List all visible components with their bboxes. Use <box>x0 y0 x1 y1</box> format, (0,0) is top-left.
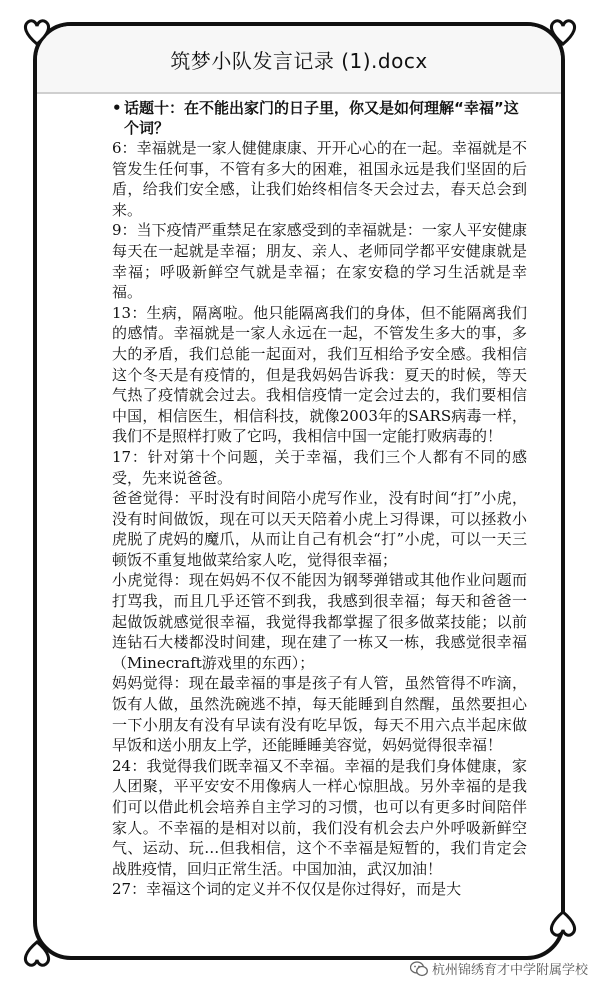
topic-text: 话题十：在不能出家门的日子里，你又是如何理解“幸福”这个词？ <box>124 99 519 137</box>
paragraph: 6：幸福就是一家人健健康康、开开心心的在一起。幸福就是不管发生任何事，不管有多大的困难，祖国永远是我们坚固的后盾，给我们安全感，让我们始终相信冬天会过去，春天总会到来。 <box>112 139 527 219</box>
title-bar <box>37 26 561 94</box>
paragraph: 27：幸福这个词的定义并不仅仅是你过得好，而是大 <box>112 880 462 899</box>
watermark <box>410 959 588 978</box>
paragraph: 24：我觉得我们既幸福又不幸福。幸福的是我们身体健康，家人团聚，平平安安不用像病人一样心惊胆战。另外幸福的是我们可以借此机会培养自主学习的习惯，也可以有更多时间陪伴家人。不幸福的是相对以前，我们没有机会去户外呼吸新鲜空气、运动、玩…但我相信，这个不幸福是短暂的，我们肯定会战胜疫情，回归正常生活。中国加油，武汉加油！ <box>112 756 527 878</box>
corner-heart-icon <box>20 14 54 48</box>
paragraph: 9：当下疫情严重禁足在家感受到的幸福就是：一家人平安健康每天在一起就是幸福；朋友、亲人、老师同学都平安健康就是幸福；呼吸新鲜空气就是幸福；在家安稳的学习生活就是幸福。 <box>112 221 527 302</box>
paragraph: 17：针对第十个问题，关于幸福，我们三个人都有不同的感受，先来说爸爸。 <box>112 447 527 487</box>
document-content <box>37 94 561 900</box>
document-title: 筑梦小队发言记录 (1).docx <box>170 48 428 73</box>
paragraph: 13：生病，隔离啦。他只能隔离我们的身体，但不能隔离我们的感情。幸福就是一家人永远在一起，不管发生多大的事，多大的矛盾，我们总能一起面对，我们互相给予安全感。我相信这个冬天是有疫情的，但是我妈妈告诉我：夏天的时候，等天气热了疫情就会过去。我相信疫情一定会过去的，我们要相信中国，相信医生，相信科技，就像2003年的SARS病毒一样，我们不是照样打败了它吗，我相信中国一定能打败病毒的！ <box>112 303 527 446</box>
paragraph: 小虎觉得：现在妈妈不仅不能因为钢琴弹错或其他作业问题而打骂我，而且几乎还管不到我，我感到很幸福；每天和爸爸一起做饭就感觉很幸福，我觉得我都掌握了很多做菜技能；以前连钻石大楼都没时间建，现在建了一栋又一栋，我感觉很幸福（Minecraft游戏里的东西）； <box>112 571 527 672</box>
bullet-icon: • <box>112 99 122 117</box>
paragraph: 妈妈觉得：现在最幸福的事是孩子有人管，虽然管得不咋滴，饭有人做，虽然洗碗逃不掉，每天能睡到自然醒，虽然要担心一下小朋友有没有早读有没有吃早饭，每天不用六点半起床做早饭和送小朋友上学，还能睡睡美容觉，妈妈觉得很幸福！ <box>112 674 527 755</box>
corner-heart-icon <box>546 14 580 48</box>
watermark-text: 杭州锦绣育才中学附属学校 <box>431 963 588 978</box>
topic-heading <box>112 98 527 138</box>
document-card <box>33 22 565 960</box>
paragraph: 爸爸觉得：平时没有时间陪小虎写作业，没有时间“打”小虎，没有时间做饭，现在可以天天陪着小虎上习得课，可以拯救小虎脱了虎妈的魔爪，从而让自己有机会“打”小虎，可以一天三顿饭不重复地做菜给家人吃，觉得很幸福； <box>112 489 527 569</box>
corner-heart-icon <box>546 908 580 942</box>
wechat-icon <box>410 961 428 977</box>
corner-heart-icon <box>20 938 54 972</box>
